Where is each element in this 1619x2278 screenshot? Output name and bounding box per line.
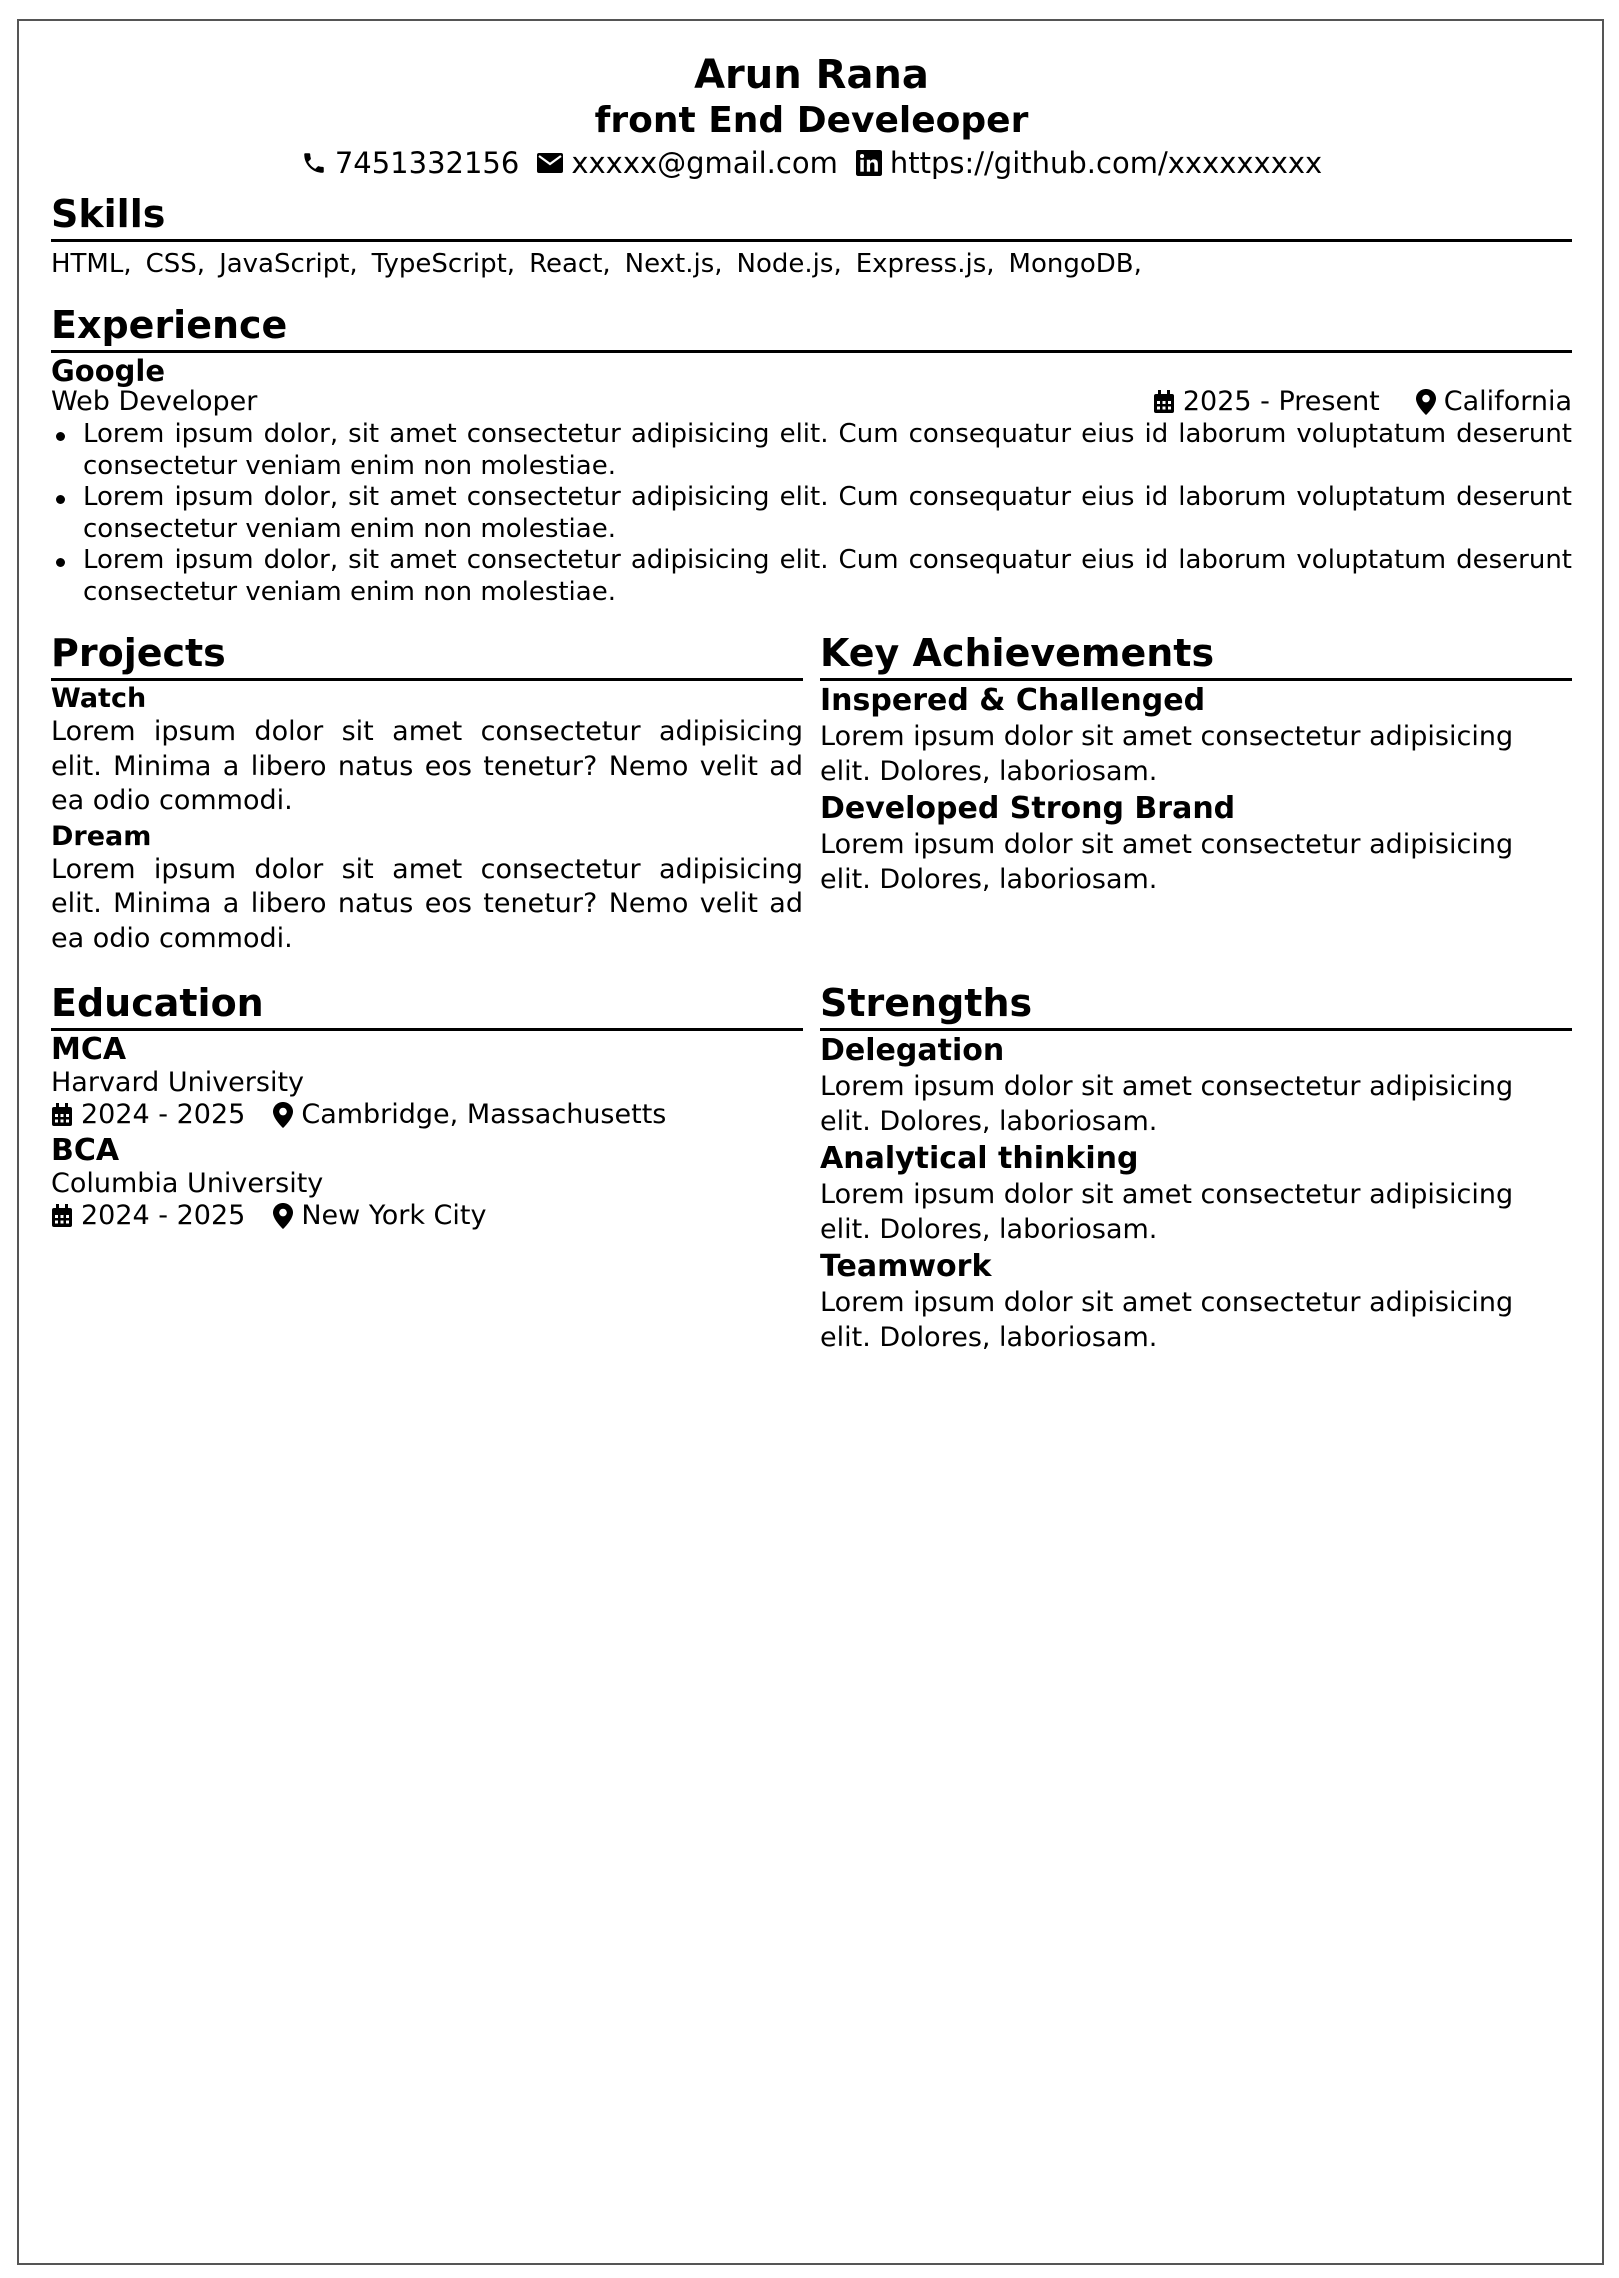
projects-achievements-row [51, 630, 1572, 956]
project-description: Lorem ipsum dolor sit amet consectetur adipisicing elit. Minima a libero natus eos tenetur? Nemo velit ad ea odio commodi. [51, 716, 803, 816]
resume-content [51, 51, 1572, 1355]
strengths-heading: Strengths [820, 980, 1572, 1031]
contact-email[interactable] [537, 143, 838, 183]
strength-name: Delegation [820, 1033, 1005, 1068]
experience-location [1416, 387, 1572, 417]
skill-item: TypeScript, [371, 249, 516, 279]
strength-description: Lorem ipsum dolor sit amet consectetur adipisicing elit. Dolores, laboriosam. [820, 1287, 1514, 1353]
education-university: Columbia University [51, 1168, 324, 1199]
experience-bullet: Lorem ipsum dolor, sit amet consectetur adipisicing elit. Cum consequatur eius id laborum voluptatum deserunt consectetur veniam enim non molestiae. [51, 545, 1572, 608]
education-location-text: New York City [301, 1200, 487, 1231]
education-heading: Education [51, 980, 803, 1031]
skills-list [51, 244, 1572, 284]
phone-icon [301, 150, 327, 176]
projects-heading: Projects [51, 630, 803, 681]
education-location [273, 1098, 666, 1132]
skill-item: CSS, [145, 249, 206, 279]
phone-text: 7451332156 [334, 146, 520, 180]
achievement-name: Inspered & Challenged [820, 683, 1206, 718]
contact-link[interactable] [856, 143, 1322, 183]
education-meta [51, 1199, 803, 1233]
achievement-name: Developed Strong Brand [820, 791, 1236, 826]
skill-item: JavaScript, [219, 249, 358, 279]
experience-location-text: California [1443, 386, 1572, 417]
achievements-heading: Key Achievements [820, 630, 1572, 681]
skill-item: HTML, [51, 249, 132, 279]
education-degree: MCA [51, 1032, 127, 1067]
experience-role-row [51, 387, 1572, 417]
achievement-description: Lorem ipsum dolor sit amet consectetur adipisicing elit. Dolores, laboriosam. [820, 829, 1514, 895]
education-dates-text: 2024 - 2025 [81, 1099, 246, 1130]
calendar-icon [51, 1103, 73, 1127]
education-meta [51, 1098, 803, 1132]
strength-name: Analytical thinking [820, 1141, 1139, 1176]
education-dates [51, 1199, 245, 1233]
strength-name: Teamwork [820, 1249, 992, 1284]
experience-heading: Experience [51, 302, 1572, 353]
skill-item: Express.js, [855, 249, 995, 279]
strengths-section [820, 980, 1572, 1355]
contact-row [51, 143, 1572, 183]
linkedin-icon [856, 150, 882, 176]
achievement-description: Lorem ipsum dolor sit amet consectetur adipisicing elit. Dolores, laboriosam. [820, 721, 1514, 787]
experience-section [51, 302, 1572, 608]
skills-heading: Skills [51, 191, 1572, 242]
project-description: Lorem ipsum dolor sit amet consectetur adipisicing elit. Minima a libero natus eos tenetur? Nemo velit ad ea odio commodi. [51, 853, 803, 954]
map-pin-icon [1416, 389, 1436, 415]
education-degree: BCA [51, 1133, 120, 1168]
education-location-text: Cambridge, Massachusetts [301, 1099, 667, 1130]
skill-item: MongoDB, [1008, 249, 1142, 279]
strength-description: Lorem ipsum dolor sit amet consectetur adipisicing elit. Dolores, laboriosam. [820, 1179, 1514, 1245]
experience-company: Google [51, 354, 166, 388]
education-location [273, 1199, 486, 1233]
email-text: xxxxx@gmail.com [571, 146, 838, 180]
resume-page [17, 19, 1604, 2265]
skill-item: Node.js, [736, 249, 842, 279]
calendar-icon [1153, 390, 1175, 414]
experience-role: Web Developer [51, 386, 258, 417]
experience-dates [1153, 387, 1380, 417]
experience-bullet: Lorem ipsum dolor, sit amet consectetur adipisicing elit. Cum consequatur eius id laborum voluptatum deserunt consectetur veniam enim non molestiae. [51, 419, 1572, 482]
contact-phone[interactable] [301, 143, 520, 183]
education-dates [51, 1098, 245, 1132]
projects-section [51, 630, 803, 956]
skill-item: React, [529, 249, 611, 279]
skills-section [51, 191, 1572, 284]
map-pin-icon [273, 1102, 293, 1128]
education-dates-text: 2024 - 2025 [81, 1200, 246, 1231]
experience-bullet: Lorem ipsum dolor, sit amet consectetur adipisicing elit. Cum consequatur eius id laborum voluptatum deserunt consectetur veniam enim non molestiae. [51, 482, 1572, 545]
link-text: https://github.com/xxxxxxxxx [889, 146, 1323, 180]
experience-meta [1153, 387, 1572, 417]
skill-item: Next.js, [624, 249, 723, 279]
experience-bullets [51, 419, 1572, 608]
education-university: Harvard University [51, 1067, 305, 1098]
strength-description: Lorem ipsum dolor sit amet consectetur adipisicing elit. Dolores, laboriosam. [820, 1071, 1514, 1137]
achievements-section [820, 630, 1572, 956]
project-name: Dream [51, 820, 152, 852]
calendar-icon [51, 1204, 73, 1228]
candidate-title: front End Develeoper [594, 100, 1029, 141]
education-strengths-row [51, 980, 1572, 1355]
resume-header [51, 51, 1572, 183]
project-name: Watch [51, 683, 147, 714]
experience-dates-text: 2025 - Present [1182, 386, 1380, 417]
envelope-icon [537, 152, 563, 174]
candidate-name: Arun Rana [694, 52, 929, 98]
map-pin-icon [273, 1203, 293, 1229]
education-section [51, 980, 803, 1355]
